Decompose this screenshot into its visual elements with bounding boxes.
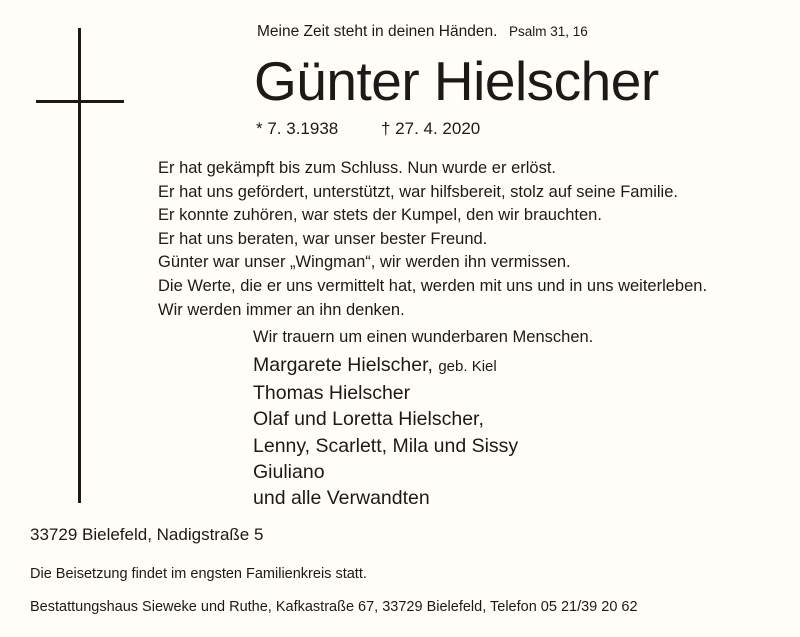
text-line: Er konnte zuhören, war stets der Kumpel, den wir brauchten. bbox=[158, 206, 602, 225]
text-line: Wir werden immer an ihn denken. bbox=[158, 300, 405, 319]
death-date: † 27. 4. 2020 bbox=[381, 119, 481, 138]
family-member: Giuliano bbox=[253, 460, 325, 483]
obituary-text bbox=[158, 157, 707, 322]
maiden-name-note: geb. Kiel bbox=[438, 358, 497, 375]
mourning-line: Wir trauern um einen wunderbaren Menschen. bbox=[253, 328, 594, 346]
text-line: Die Werte, die er uns vermittelt hat, werden mit uns und in uns weiterleben. bbox=[158, 276, 708, 295]
deceased-name: Günter Hielscher bbox=[254, 50, 659, 112]
text-line: Günter war unser „Wingman“, wir werden ihn vermissen. bbox=[158, 253, 571, 272]
family-member: Thomas Hielscher bbox=[253, 382, 411, 405]
funeral-note: Die Beisetzung findet im engsten Familienkreis statt. bbox=[30, 566, 367, 582]
family-member bbox=[253, 352, 518, 380]
text-line: Er hat uns beraten, war unser bester Freund. bbox=[158, 229, 488, 248]
family-list bbox=[253, 352, 518, 511]
family-member: und alle Verwandten bbox=[253, 487, 430, 510]
text-line: Er hat uns gefördert, unterstützt, war hilfsbereit, stolz auf seine Familie. bbox=[158, 182, 678, 201]
family-member-name: Margarete Hielscher, bbox=[253, 354, 433, 376]
bible-verse-reference: Psalm 31, 16 bbox=[509, 24, 588, 39]
birth-date: * 7. 3.1938 bbox=[256, 119, 339, 138]
address: 33729 Bielefeld, Nadigstraße 5 bbox=[30, 525, 264, 544]
text-line: Er hat gekämpft bis zum Schluss. Nun wurde er erlöst. bbox=[158, 159, 556, 177]
family-member: Lenny, Scarlett, Mila und Sissy bbox=[253, 434, 519, 457]
family-member: Olaf und Loretta Hielscher, bbox=[253, 408, 484, 431]
undertaker-info: Bestattungshaus Sieweke und Ruthe, Kafkastraße 67, 33729 Bielefeld, Telefon 05 21/39 20 62 bbox=[30, 599, 638, 615]
bible-verse: Meine Zeit steht in deinen Händen. bbox=[257, 23, 498, 40]
cross-icon-horizontal bbox=[36, 100, 124, 103]
